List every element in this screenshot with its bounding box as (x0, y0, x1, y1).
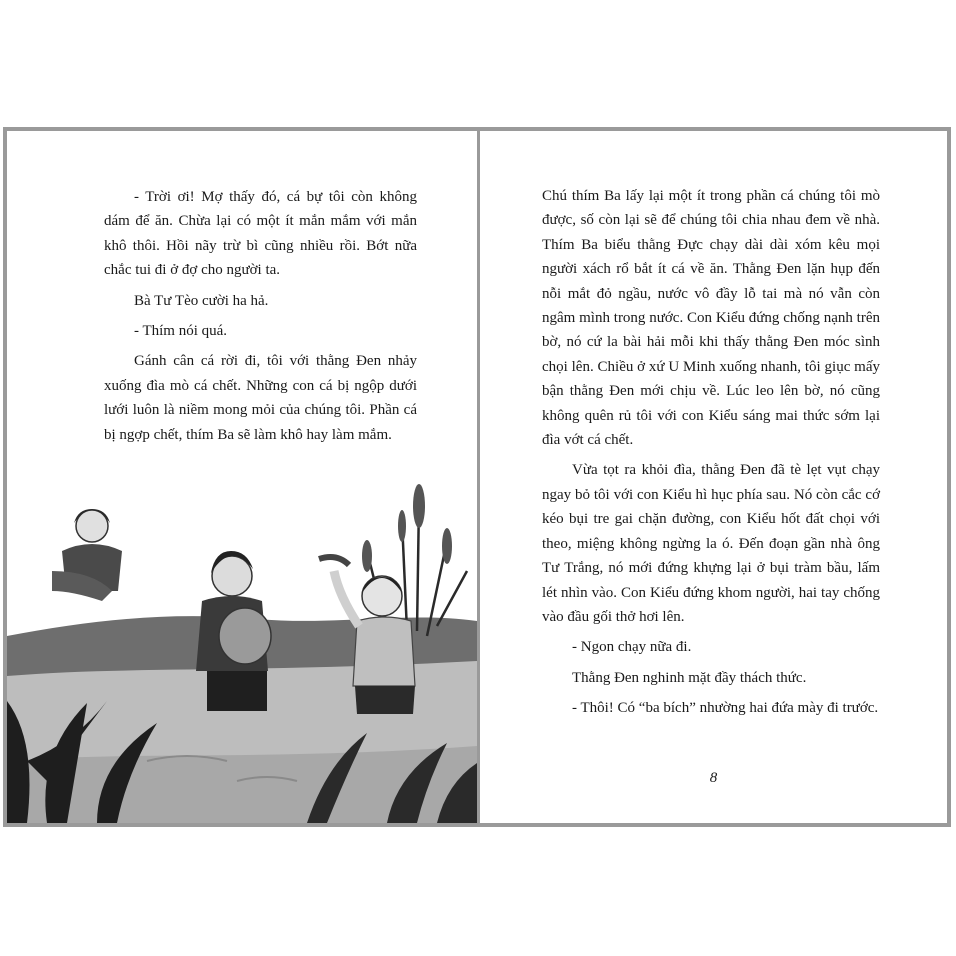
paragraph: Vừa tọt ra khỏi đìa, thằng Đen đã tè lẹt vụt chạy ngay bỏ tôi với con Kiểu hì hục phía sau. Nó còn cắc cớ kéo bụi tre gai chặn đường, con Kiểu hốt đất chọi với theo, miệng không ngừng la ó. Đến đoạn gần nhà ông Tư Trắng, nó mới đứng khựng lại ở bụi tràm bầu, lấm lét nhìn vào. Con Kiểu đứng khom người, hai tay chống vào đầu gối thở hơi lên. (542, 462, 880, 625)
right-page-text (542, 184, 880, 727)
paragraph: - Ngon chạy nữa đi. (572, 639, 692, 656)
book-spread (3, 127, 951, 827)
right-page (480, 131, 947, 823)
left-page-text (104, 185, 417, 453)
paragraph: - Thôi! Có “ba bích” nhường hai đứa mày đi trước. (572, 700, 879, 717)
paragraph: Bà Tư Tèo cười ha hả. (134, 292, 269, 309)
paragraph: - Trời ơi! Mợ thấy đó, cá bự tôi còn không dám để ăn. Chừa lại có một ít mắn mắm với mắn khô thôi. Hồi nãy trừ bì cũng nhiều rồi. Bớt nữa chắc tui đi ở đợ cho người ta. (104, 189, 417, 279)
paragraph: - Thím nói quá. (134, 323, 228, 340)
paragraph: Chú thím Ba lấy lại một ít trong phần cá chúng tôi mò được, số còn lại sẽ để chúng tôi chia nhau đem về nhà. Thím Ba biểu thằng Đực chạy dài dài xóm kêu mọi người xách rổ bắt ít cá về ăn. Thằng Đen lặn hụp đến nỗi mắt đỏ ngầu, nước vô đầy lỗ tai mà nó vẫn còn ngâm mình trong nước. Con Kiểu đứng chống nạnh trên bờ, nó cứ la bài hải mỗi khi thấy thằng Đen móc sình chọi lên. Chiều ở xứ U Minh xuống nhanh, tôi giục mấy bận thằng Đen mới chịu về. Lúc leo lên bờ, nó cũng không quên rủ tôi với con Kiểu sáng mai thức sớm lại đìa vớt cá chết. (542, 188, 880, 449)
page-number: 8 (709, 770, 718, 786)
paragraph: Thằng Đen nghinh mặt đầy thách thức. (572, 669, 807, 686)
children-in-rice-field-illustration (7, 461, 477, 823)
paragraph: Gánh cân cá rời đi, tôi với thằng Đen nhảy xuống đìa mò cá chết. Những con cá bị ngộp dưới lưới luôn là niềm mong mỏi của chúng tôi. Phần cá bị ngợp chết, thím Ba sẽ làm khô hay làm mắm. (104, 353, 417, 443)
left-page (7, 131, 477, 823)
